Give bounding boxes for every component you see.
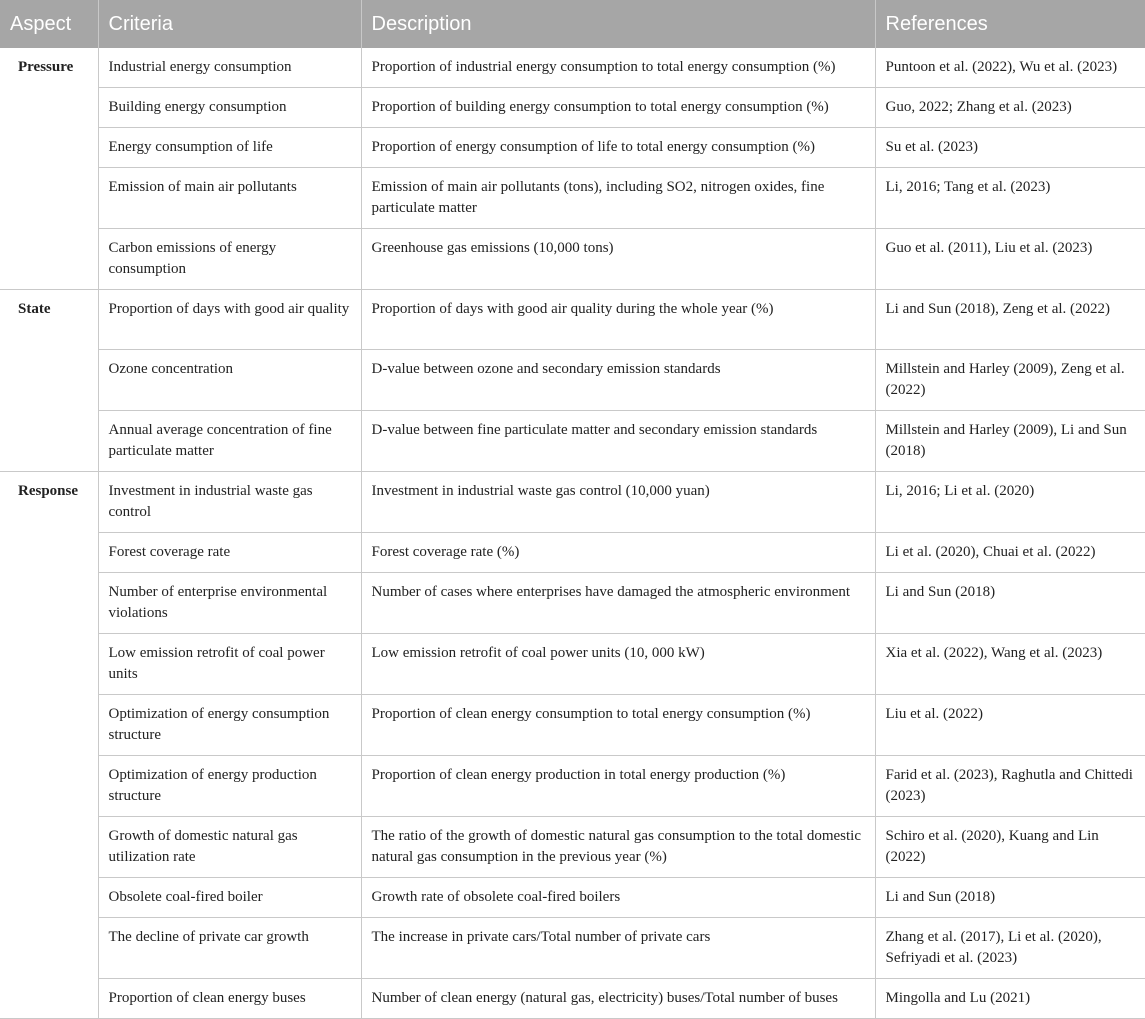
description-cell: Number of cases where enterprises have damaged the atmospheric environment	[361, 573, 875, 634]
description-cell: Emission of main air pollutants (tons), including SO2, nitrogen oxides, fine particulate matter	[361, 168, 875, 229]
table-row	[0, 350, 1145, 411]
description-cell: Investment in industrial waste gas control (10,000 yuan)	[361, 472, 875, 533]
table-header	[0, 0, 1145, 48]
references-cell: Li and Sun (2018)	[875, 573, 1145, 634]
table-row	[0, 573, 1145, 634]
description-cell: Proportion of industrial energy consumption to total energy consumption (%)	[361, 48, 875, 88]
table-row	[0, 533, 1145, 573]
criteria-cell: Proportion of clean energy buses	[98, 979, 361, 1019]
header-criteria: Criteria	[98, 0, 361, 48]
description-cell: Proportion of building energy consumption to total energy consumption (%)	[361, 88, 875, 128]
references-cell: Li, 2016; Li et al. (2020)	[875, 472, 1145, 533]
table-row	[0, 817, 1145, 878]
criteria-cell: Investment in industrial waste gas control	[98, 472, 361, 533]
references-cell: Guo et al. (2011), Liu et al. (2023)	[875, 229, 1145, 290]
table-row	[0, 472, 1145, 533]
references-cell: Su et al. (2023)	[875, 128, 1145, 168]
criteria-cell: Building energy consumption	[98, 88, 361, 128]
criteria-cell: Emission of main air pollutants	[98, 168, 361, 229]
table-row	[0, 756, 1145, 817]
references-cell: Puntoon et al. (2022), Wu et al. (2023)	[875, 48, 1145, 88]
table-row	[0, 695, 1145, 756]
references-cell: Li and Sun (2018), Zeng et al. (2022)	[875, 290, 1145, 350]
table-row	[0, 979, 1145, 1019]
description-cell: D-value between ozone and secondary emission standards	[361, 350, 875, 411]
header-description: Description	[361, 0, 875, 48]
criteria-cell: Annual average concentration of fine particulate matter	[98, 411, 361, 472]
description-cell: Proportion of energy consumption of life to total energy consumption (%)	[361, 128, 875, 168]
references-cell: Schiro et al. (2020), Kuang and Lin (2022)	[875, 817, 1145, 878]
header-row	[0, 0, 1145, 48]
table-body	[0, 48, 1145, 1019]
description-cell: Proportion of days with good air quality during the whole year (%)	[361, 290, 875, 350]
criteria-cell: Ozone concentration	[98, 350, 361, 411]
references-cell: Farid et al. (2023), Raghutla and Chittedi (2023)	[875, 756, 1145, 817]
references-cell: Xia et al. (2022), Wang et al. (2023)	[875, 634, 1145, 695]
criteria-cell: Growth of domestic natural gas utilization rate	[98, 817, 361, 878]
table-row	[0, 229, 1145, 290]
aspect-cell-state: State	[0, 290, 98, 472]
criteria-cell: Obsolete coal-fired boiler	[98, 878, 361, 918]
table-row	[0, 411, 1145, 472]
description-cell: Proportion of clean energy consumption to total energy consumption (%)	[361, 695, 875, 756]
references-cell: Zhang et al. (2017), Li et al. (2020), Sefriyadi et al. (2023)	[875, 918, 1145, 979]
table-row	[0, 88, 1145, 128]
description-cell: Greenhouse gas emissions (10,000 tons)	[361, 229, 875, 290]
description-cell: The increase in private cars/Total number of private cars	[361, 918, 875, 979]
table-row	[0, 48, 1145, 88]
header-aspect: Aspect	[0, 0, 98, 48]
table-row	[0, 918, 1145, 979]
references-cell: Li et al. (2020), Chuai et al. (2022)	[875, 533, 1145, 573]
table-row	[0, 168, 1145, 229]
description-cell: D-value between fine particulate matter and secondary emission standards	[361, 411, 875, 472]
references-cell: Mingolla and Lu (2021)	[875, 979, 1145, 1019]
references-cell: Millstein and Harley (2009), Zeng et al. (2022)	[875, 350, 1145, 411]
criteria-cell: Optimization of energy production structure	[98, 756, 361, 817]
table-row	[0, 634, 1145, 695]
description-cell: Number of clean energy (natural gas, electricity) buses/Total number of buses	[361, 979, 875, 1019]
criteria-cell: Optimization of energy consumption structure	[98, 695, 361, 756]
table-row	[0, 878, 1145, 918]
description-cell: Growth rate of obsolete coal-fired boilers	[361, 878, 875, 918]
criteria-cell: Number of enterprise environmental violations	[98, 573, 361, 634]
description-cell: Proportion of clean energy production in total energy production (%)	[361, 756, 875, 817]
description-cell: Forest coverage rate (%)	[361, 533, 875, 573]
references-cell: Liu et al. (2022)	[875, 695, 1145, 756]
criteria-cell: Energy consumption of life	[98, 128, 361, 168]
criteria-cell: Low emission retrofit of coal power units	[98, 634, 361, 695]
criteria-cell: Carbon emissions of energy consumption	[98, 229, 361, 290]
references-cell: Li and Sun (2018)	[875, 878, 1145, 918]
header-references: References	[875, 0, 1145, 48]
criteria-cell: The decline of private car growth	[98, 918, 361, 979]
criteria-cell: Industrial energy consumption	[98, 48, 361, 88]
table-row	[0, 128, 1145, 168]
description-cell: Low emission retrofit of coal power units (10, 000 kW)	[361, 634, 875, 695]
references-cell: Guo, 2022; Zhang et al. (2023)	[875, 88, 1145, 128]
criteria-cell: Forest coverage rate	[98, 533, 361, 573]
references-cell: Li, 2016; Tang et al. (2023)	[875, 168, 1145, 229]
description-cell: The ratio of the growth of domestic natural gas consumption to the total domestic natural gas consumption in the previous year (%)	[361, 817, 875, 878]
aspect-cell-pressure: Pressure	[0, 48, 98, 290]
references-cell: Millstein and Harley (2009), Li and Sun (2018)	[875, 411, 1145, 472]
aspect-cell-response: Response	[0, 472, 98, 1019]
criteria-cell: Proportion of days with good air quality	[98, 290, 361, 350]
table-row	[0, 290, 1145, 350]
